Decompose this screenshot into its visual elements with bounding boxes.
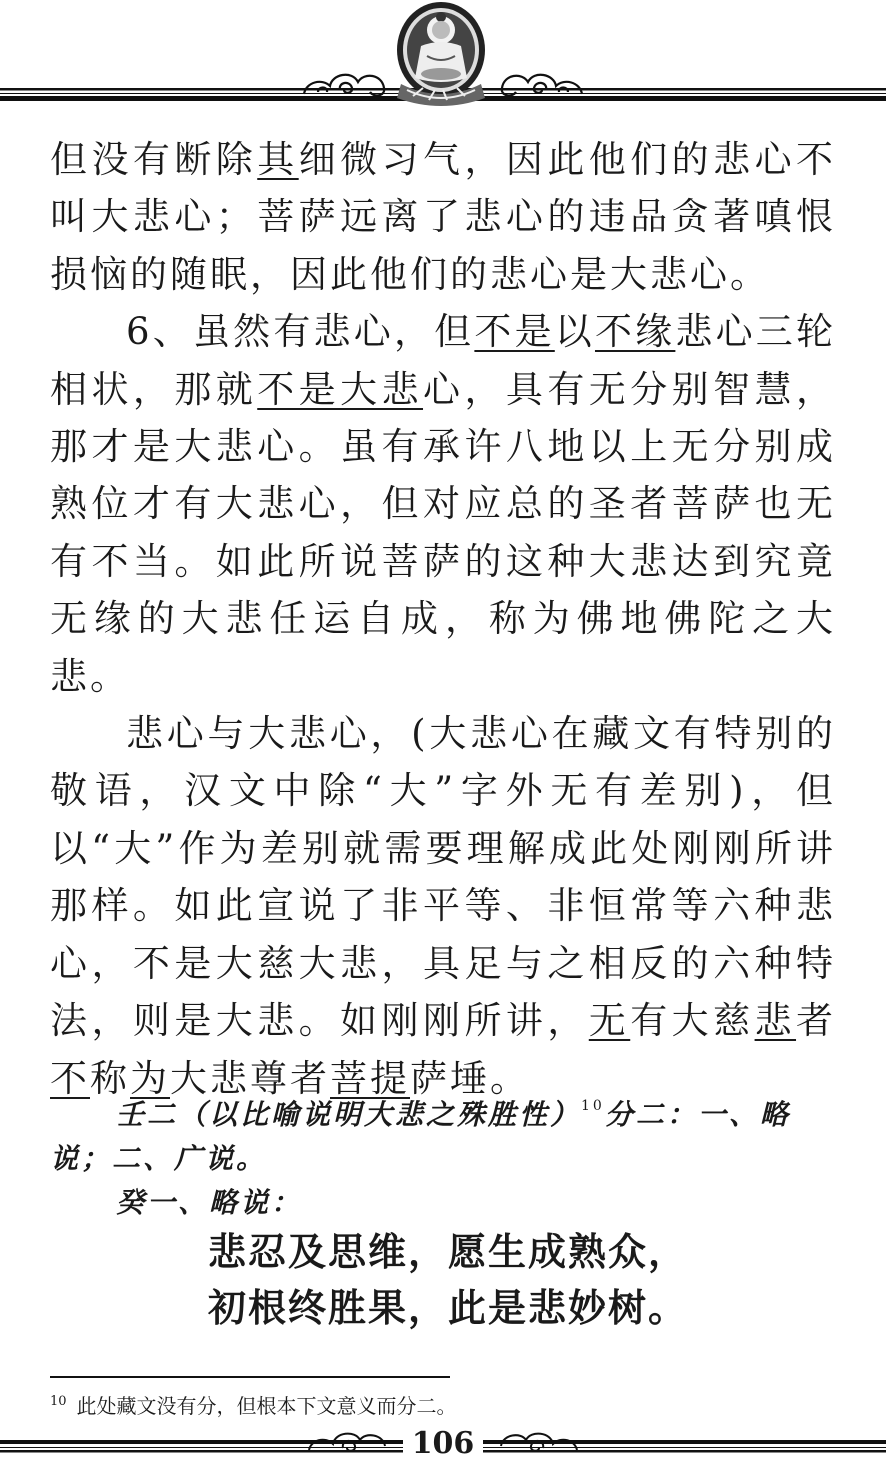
cloud-left-icon bbox=[300, 66, 390, 100]
underlined-text: 菩提 bbox=[330, 1056, 410, 1100]
underlined-text: 其 bbox=[257, 138, 299, 181]
cloud-right-icon bbox=[496, 66, 586, 100]
underlined-text: 悲 bbox=[754, 999, 797, 1043]
footnote-text: 此处藏文没有分，但根本下文意义而分二。 bbox=[76, 1394, 457, 1418]
footnote-ref[interactable]: 10 bbox=[581, 1098, 605, 1114]
page-number: 106 bbox=[403, 1426, 483, 1461]
underlined-text: 不 bbox=[50, 1056, 90, 1100]
verse-block bbox=[208, 1224, 688, 1336]
section-title: 壬二（以比喻说明大悲之殊胜性）$^{10}$分二：一、略说；二、广说。 bbox=[50, 1098, 791, 1175]
verse-line: 初根终胜果，此是悲妙树。 bbox=[208, 1286, 689, 1330]
footnote-divider bbox=[50, 1376, 450, 1378]
footer-cloud-right-icon bbox=[496, 1426, 581, 1456]
underlined-text: 为 bbox=[130, 1056, 170, 1100]
underlined-text: 不缘 bbox=[594, 310, 676, 354]
underlined-text: 无 bbox=[588, 999, 631, 1043]
verse-line: 悲忍及思维，愿生成熟众， bbox=[208, 1230, 689, 1274]
paragraph-3: 悲心与大悲心，(大悲心在藏文有特别的敬语，汉文中除“大”字外无有差别)，但以“大”作为差别就需要理解成此处刚刚所讲那样。如此宣说了非平等、非恒常等六种悲心，不是大慈大悲，具足与之相反的六种特法，则是大悲。如刚刚所讲，无有大慈悲者不称为大悲尊者菩提萨埵。 bbox=[50, 712, 837, 1100]
subsection-title: 癸一、略说： bbox=[116, 1186, 303, 1219]
buddha-emblem-icon bbox=[393, 0, 489, 110]
footnote-number: 10 bbox=[50, 1394, 67, 1409]
main-body bbox=[50, 131, 836, 1107]
footer-cloud-left-icon bbox=[305, 1426, 390, 1456]
section-heading bbox=[50, 1084, 836, 1225]
paragraph-1: 但没有断除其细微习气，因此他们的悲心不叫大悲心；菩萨远离了悲心的违品贪著嗔恨损恼的随眠，因此他们的悲心是大悲心。 bbox=[50, 138, 837, 296]
footnote bbox=[50, 1390, 457, 1419]
underlined-text: 不是 bbox=[474, 310, 555, 354]
paragraph-2: 6、虽然有悲心，但不是以不缘悲心三轮相状，那就不是大悲心，具有无分别智慧，那才是大悲心。虽有承许八地以上无分别成熟位才有大悲心，但对应总的圣者菩萨也无有不当。如此所说菩萨的这种大悲达到究竟无缘的大悲任运自成，称为佛地佛陀之大悲。 bbox=[50, 310, 837, 698]
underlined-text: 不是大悲 bbox=[257, 367, 424, 411]
